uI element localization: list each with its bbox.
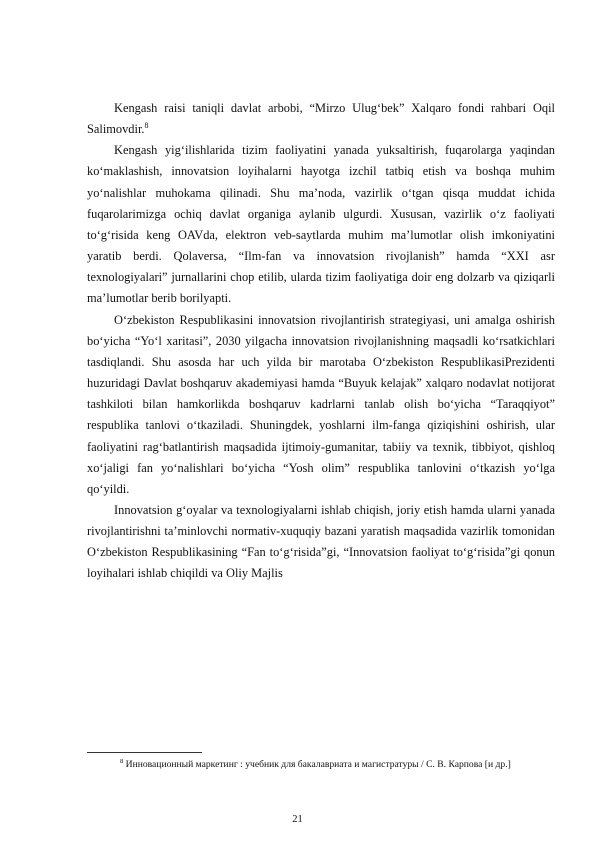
paragraph-1-text: Kengash raisi taniqli davlat arbobi, “Mirzo Ulug‘bek” Xalqaro fondi rahbari Oqil Salimovdir. bbox=[87, 101, 555, 137]
footnote-text: Инновационный маркетинг : учебник для бакалавриата и магистратуры / С. В. Карпова [и др.] bbox=[125, 759, 511, 770]
footnote-number: 8 bbox=[120, 757, 124, 765]
page-number: 21 bbox=[292, 814, 303, 825]
footnote-reference[interactable]: 8 bbox=[144, 121, 149, 131]
paragraph-2: Kengash yig‘ilishlarida tizim faoliyatini yanada yuksaltirish, fuqarolarga yaqindan ko‘maklashish, innovatsion loyihalarni hayotga izchil tatbiq etish va boshqa muhim yo‘nalishlar muhokama qilinadi. Shu ma’noda, vazirlik o‘tgan qisqa muddat ichida fuqarolarimizga ochiq davlat organiga aylanib ulgurdi. Xususan, vazirlik o‘z faoliyati to‘g‘risida keng OAVda, elektron veb-saytlarda muhim ma’lumotlar olish imkoniyatini yaratib berdi. Qolaversa, “Ilm-fan va innovatsion rivojlanish” hamda “XXI asr texnologiyalari” jurnallarini chop etilib, ularda tizim faoliyatiga doir eng dolzarb va qiziqarli ma’lumotlar berib borilyapti. bbox=[87, 143, 555, 306]
footnote bbox=[87, 757, 555, 772]
paragraph-1 bbox=[87, 98, 555, 140]
paragraph-4: Innovatsion g‘oyalar va texnologiyalarni ishlab chiqish, joriy etish hamda ularni yanada rivojlantirishni ta’minlovchi normativ-xuquqiy bazani yaratish maqsadida vazirlik tomonidan O‘zbekiston Respublikasining “Fan to‘g‘risida”gi, “Innovatsion faoliyat to‘g‘risida”gi qonun loyihalari ishlab chiqildi va Oliy Majlis bbox=[87, 502, 555, 581]
document-body bbox=[87, 98, 555, 585]
paragraph-3: O‘zbekiston Respublikasini innovatsion rivojlantirish strategiyasi, uni amalga oshirish bo‘yicha “Yo‘l xaritasi”, 2030 yilgacha innovatsion rivojlanishning maqsadli ko‘rsatkichlari tasdiqlandi. Shu asosda har uch yilda bir marotaba O‘zbekiston RespublikasiPrezidenti huzuridagi Davlat boshqaruv akademiyasi hamda “Buyuk kelajak” xalqaro nodavlat notijorat tashkiloti bilan hamkorlikda boshqaruv kadrlarni tanlab olish bo‘yicha “Taraqqiyot” respublika tanlovi o‘tkaziladi. Shuningdek, yoshlarni ilm-fanga qiziqishini oshirish, ular faoliyatini rag‘batlantirish maqsadida ijtimoiy-gumanitar, tabiiy va texnik, tibbiyot, qishloq xo‘jaligi fan yo‘nalishlari bo‘yicha “Yosh olim” respublika tanlovini o‘tkazish yo‘lga qo‘yildi. bbox=[87, 312, 555, 496]
footnote-divider bbox=[87, 752, 202, 753]
